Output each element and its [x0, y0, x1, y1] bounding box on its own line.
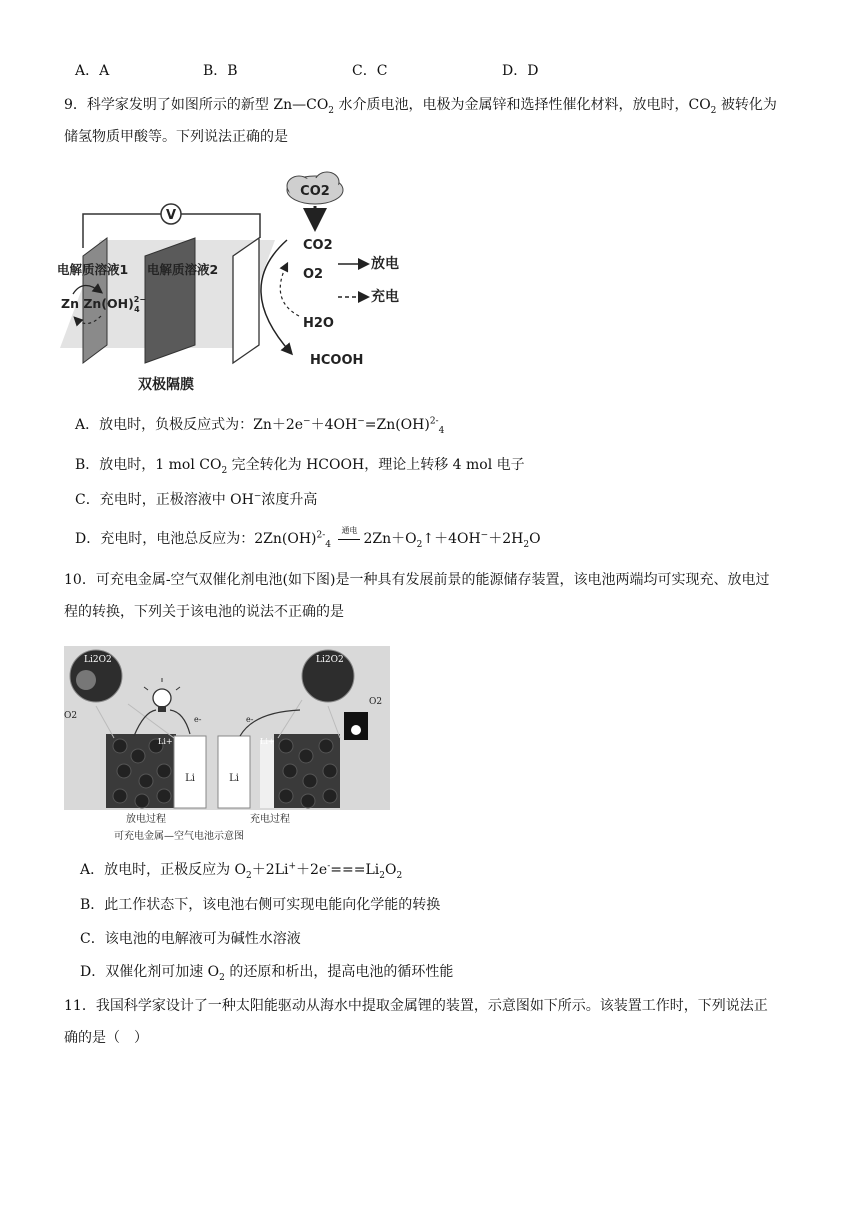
q9-option-a: A．放电时，负极反应式为：Zn＋2e−＋4OH−=Zn(OH)$^{2-}_4$: [75, 416, 445, 436]
li-electrode-right: [218, 736, 250, 808]
electron-label-2: e-: [246, 715, 254, 724]
q8-option-a: A．A: [75, 63, 110, 79]
li2o2-left-label: Li2O2: [84, 655, 112, 665]
electrolyte1-label: 电解质溶液1: [57, 262, 129, 277]
q10-option-d: D．双催化剂可加速 $O_2$ 的还原和析出，提高电池的循环性能: [80, 964, 454, 983]
q9-option-b: B．放电时，1 mol $CO_2$ 完全转化为 HCOOH，理论上转移 4 mol 电子: [75, 457, 525, 476]
catalyst-electrode: [233, 238, 259, 363]
li-ion-right: Li+: [260, 737, 275, 746]
o2-label: O2: [303, 267, 324, 282]
q11-stem-line2: 确的是（ ）: [64, 1030, 148, 1046]
q8-option-b: B．B: [203, 63, 238, 79]
li-right-label: Li: [229, 773, 239, 784]
q8-option-c: C．C: [352, 63, 388, 79]
q10-stem-line2: 程的转换，下列关于该电池的说法不正确的是: [64, 604, 344, 620]
hcooh-label: HCOOH: [310, 353, 364, 368]
q11-stem-line1: 11．我国科学家设计了一种太阳能驱动从海水中提取金属锂的装置，示意图如下所示。该装置工作时，下列说法正: [64, 998, 768, 1014]
o2-left-label: O2: [64, 711, 78, 721]
figure-caption: 可充电金属—空气电池示意图: [114, 831, 244, 842]
electrolyte2-label: 电解质溶液2: [147, 262, 219, 277]
h2o-label: H2O: [303, 316, 334, 331]
q10-option-c: C．该电池的电解液可为碱性水溶液: [80, 931, 301, 947]
li-left-label: Li: [185, 773, 195, 784]
q9-stem-line1: 9．科学家发明了如图所示的新型 $Zn—CO_2$ 水介质电池，电极为金属锌和选择性催化材料，放电时，$CO_2$ 被转化为: [64, 97, 777, 116]
cloud-co2-label: CO2: [300, 184, 330, 199]
power-source-icon: [344, 712, 368, 740]
q10-stem-line1: 10．可充电金属-空气双催化剂电池(如下图)是一种具有发展前景的能源储存装置，该电池两端均可实现充、放电过: [64, 572, 770, 588]
electron-label-1: e-: [194, 715, 202, 724]
q9-battery-figure: [55, 168, 425, 398]
li-ion-left: Li+: [158, 737, 173, 746]
discharge-caption: 放电过程: [126, 814, 166, 825]
bipolar-membrane: [145, 238, 195, 363]
q8-option-d: D．D: [502, 63, 539, 79]
zn-zincate-label: Zn Zn(OH)$^{2-}$ 4: [61, 295, 147, 314]
li-electrode-left: [174, 736, 206, 808]
q9-option-c: C．充电时，正极溶液中 OH−浓度升高: [75, 491, 318, 508]
legend-discharge: 放电: [371, 256, 399, 272]
li2o2-right-label: Li2O2: [316, 655, 344, 665]
q10-battery-figure: [64, 646, 390, 846]
o2-right-label: O2: [369, 697, 383, 707]
q10-option-a: A．放电时，正极反应为 $O_2+2Li^++2e^-===Li_2O_2$: [80, 861, 403, 881]
q9-option-d: D．充电时，电池总反应为：2Zn(OH)$^{2-}_4$ 通电 $2Zn+O_2↑+4OH^-+2H_2O$: [75, 526, 541, 550]
q9-stem-line2: 储氢物质甲酸等。下列说法正确的是: [64, 129, 288, 145]
legend-charge: 充电: [371, 289, 399, 305]
q10-option-b: B．此工作状态下，该电池右侧可实现电能向化学能的转换: [80, 897, 441, 913]
co2-label: CO2: [303, 238, 333, 253]
voltmeter-label: V: [165, 208, 177, 223]
charge-caption: 充电过程: [250, 814, 290, 825]
membrane-label: 双极隔膜: [138, 377, 194, 393]
